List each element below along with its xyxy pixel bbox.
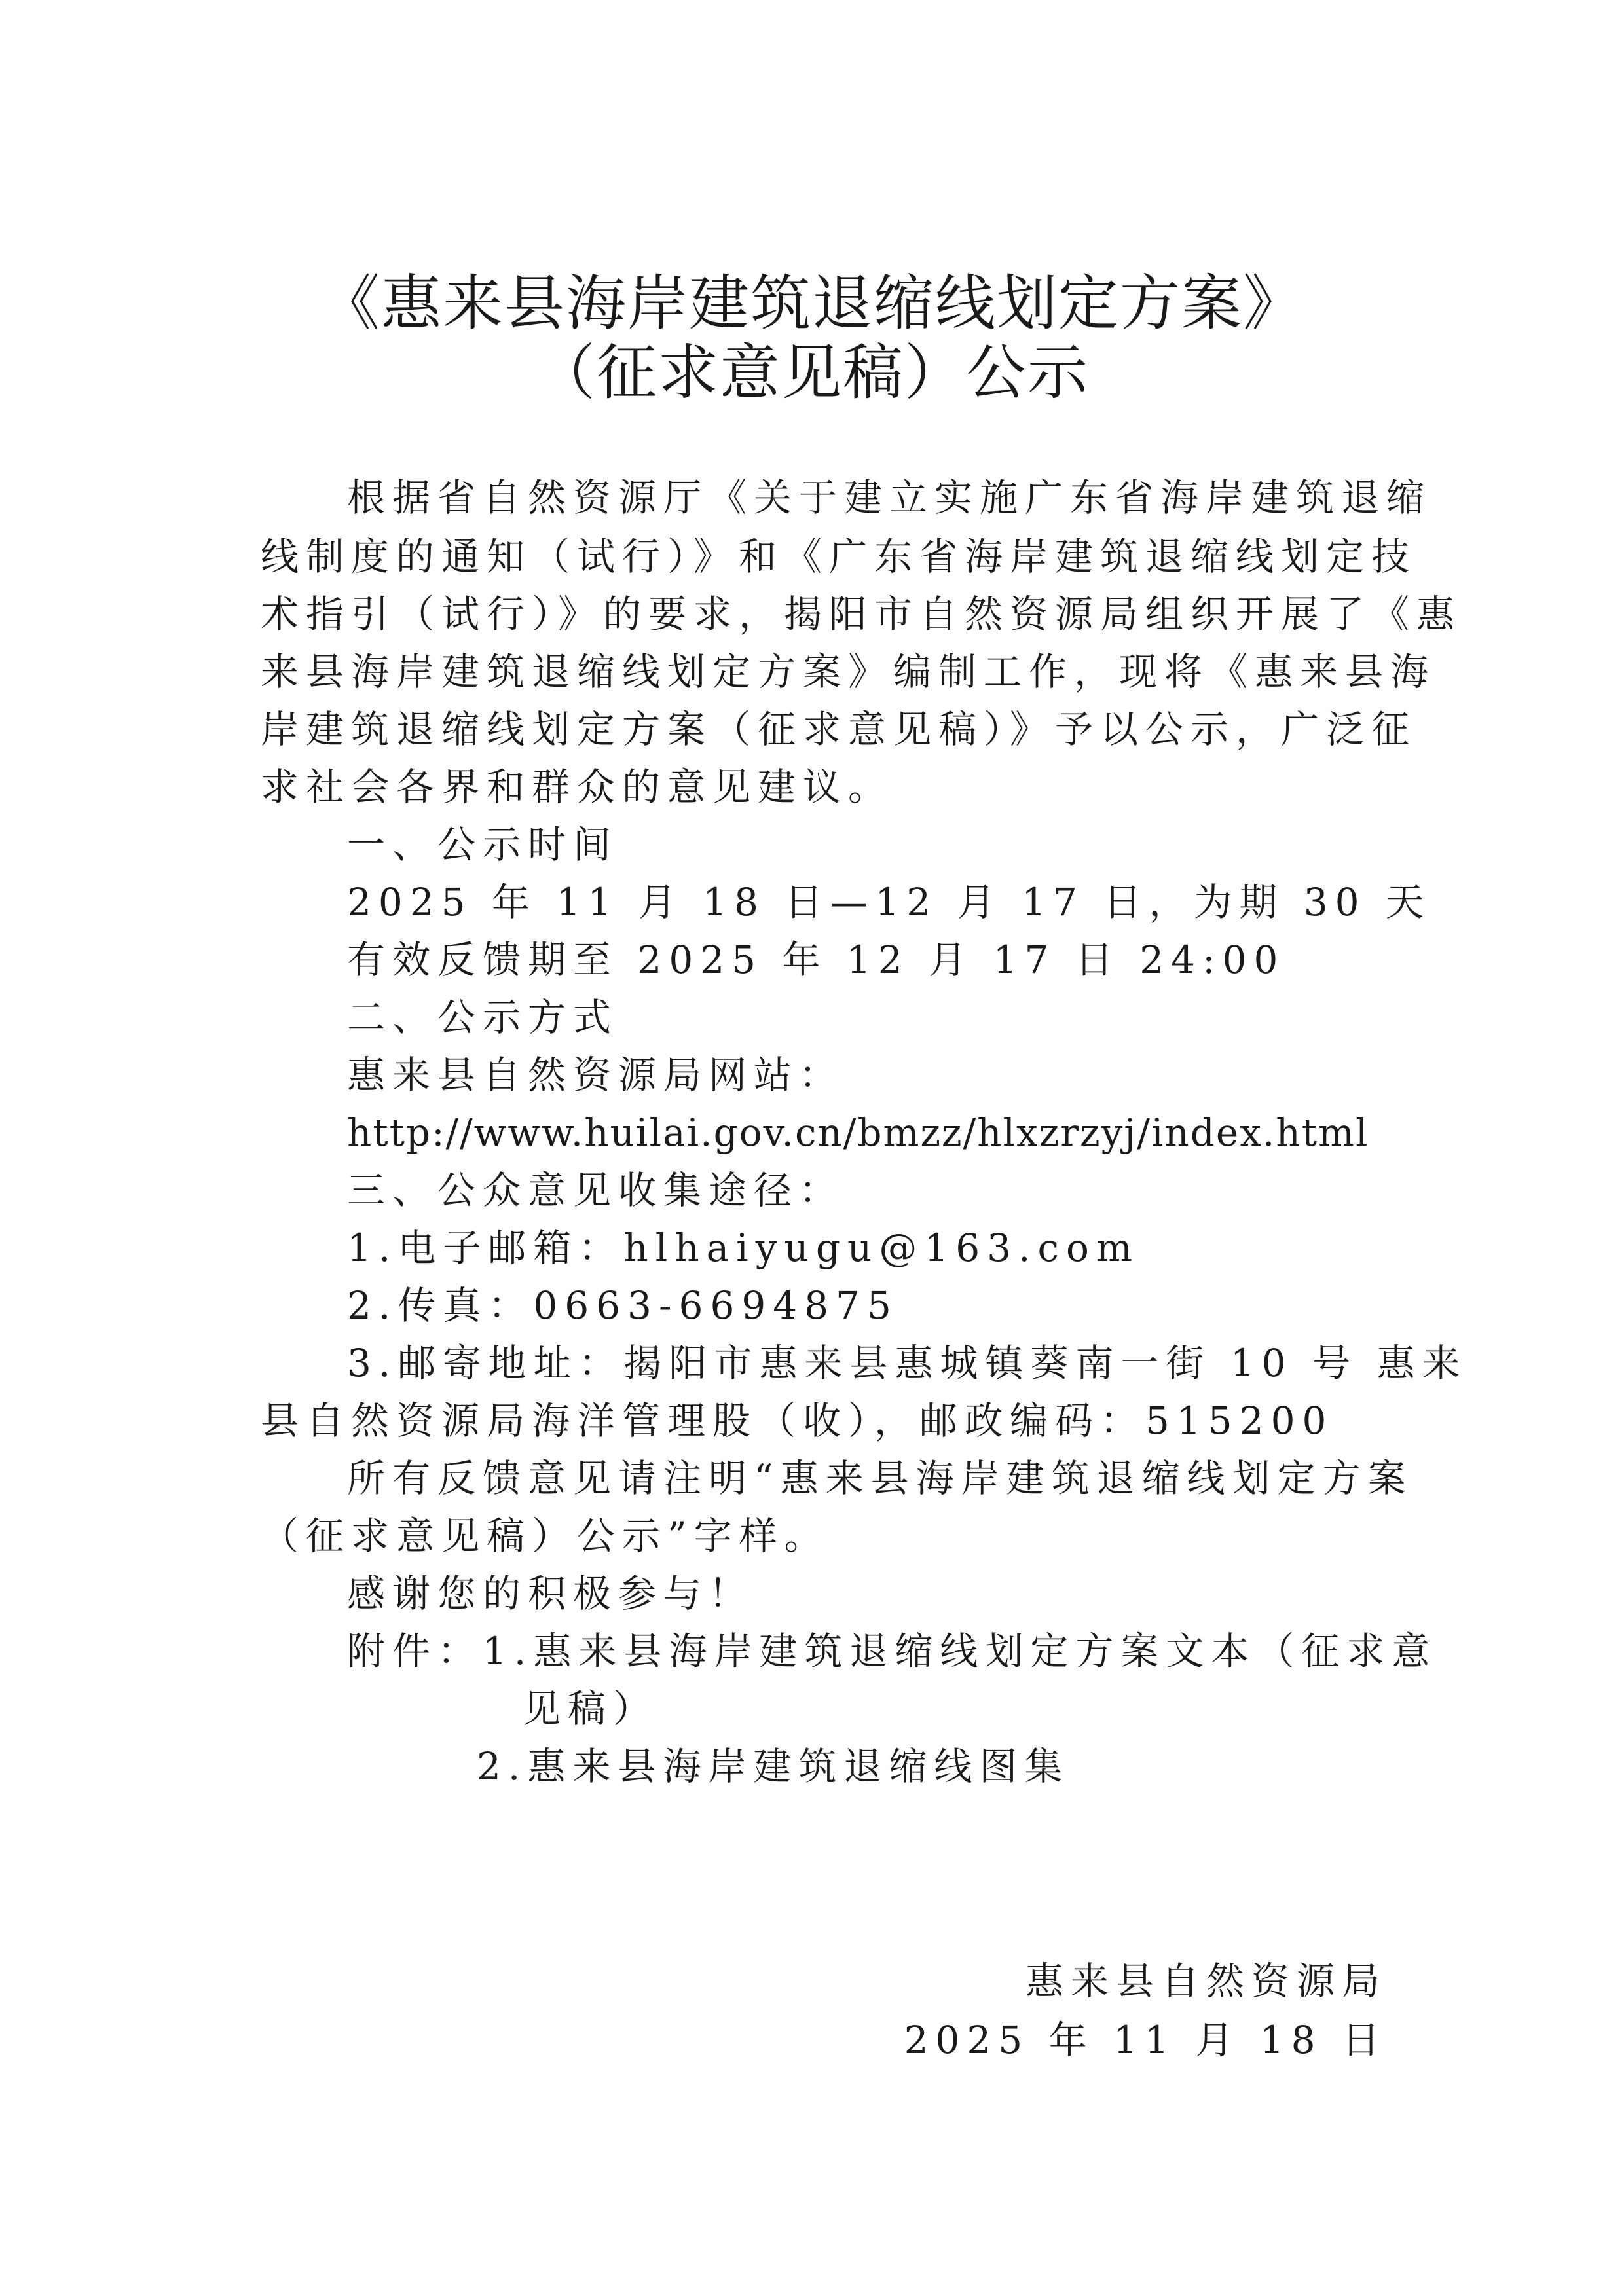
intro-line: 岸建筑退缩线划定方案（征求意见稿）》予以公示，广泛征 bbox=[261, 707, 1417, 752]
fax-line: 2.传真：0663-6694875 bbox=[347, 1283, 898, 1328]
attachment-item: 见稿） bbox=[523, 1686, 659, 1731]
intro-line: 来县海岸建筑退缩线划定方案》编制工作，现将《惠来县海 bbox=[261, 649, 1436, 694]
website-url: http://www.huilai.gov.cn/bmzz/hlxzrzyj/index.html bbox=[347, 1110, 1369, 1155]
section-heading: 一、公示时间 bbox=[347, 822, 619, 867]
intro-line: 根据省自然资源厅《关于建立实施广东省海岸建筑退缩 bbox=[347, 475, 1432, 520]
address-line: 3.邮寄地址：揭阳市惠来县惠城镇葵南一街 10 号 惠来 bbox=[347, 1341, 1467, 1385]
title-line-2: （征求意见稿）公示 bbox=[534, 338, 1089, 408]
intro-line: 线制度的通知（试行）》和《广东省海岸建筑退缩线划定技 bbox=[261, 534, 1417, 579]
intro-line: 求社会各界和群众的意见建议。 bbox=[261, 765, 894, 809]
title-line-1: 《惠来县海岸建筑退缩线划定方案》 bbox=[319, 268, 1304, 338]
deadline-line: 有效反馈期至 2025 年 12 月 17 日 24:00 bbox=[347, 938, 1285, 982]
attachment-item: 2.惠来县海岸建筑退缩线图集 bbox=[477, 1744, 1070, 1789]
period-line: 2025 年 11 月 18 日—12 月 17 日，为期 30 天 bbox=[347, 880, 1431, 924]
signature-org: 惠来县自然资源局 bbox=[1025, 1959, 1387, 2003]
intro-line: 术指引（试行）》的要求，揭阳市自然资源局组织开展了《惠 bbox=[261, 592, 1462, 636]
attachment-item: 附件：1.惠来县海岸建筑退缩线划定方案文本（征求意 bbox=[347, 1629, 1437, 1673]
section-heading: 二、公示方式 bbox=[347, 995, 619, 1040]
website-label: 惠来县自然资源局网站： bbox=[347, 1053, 845, 1097]
note-line: 所有反馈意见请注明“惠来县海岸建筑退缩线划定方案 bbox=[347, 1456, 1413, 1501]
address-line: 县自然资源局海洋管理股（收），邮政编码：515200 bbox=[261, 1398, 1334, 1443]
thanks-line: 感谢您的积极参与！ bbox=[347, 1571, 754, 1616]
section-heading: 三、公众意见收集途径： bbox=[347, 1168, 845, 1212]
signature-date: 2025 年 11 月 18 日 bbox=[904, 2018, 1387, 2062]
note-line: （征求意见稿）公示”字样。 bbox=[261, 1514, 830, 1558]
email-line: 1.电子邮箱：hlhaiyugu@163.com bbox=[347, 1226, 1139, 1270]
